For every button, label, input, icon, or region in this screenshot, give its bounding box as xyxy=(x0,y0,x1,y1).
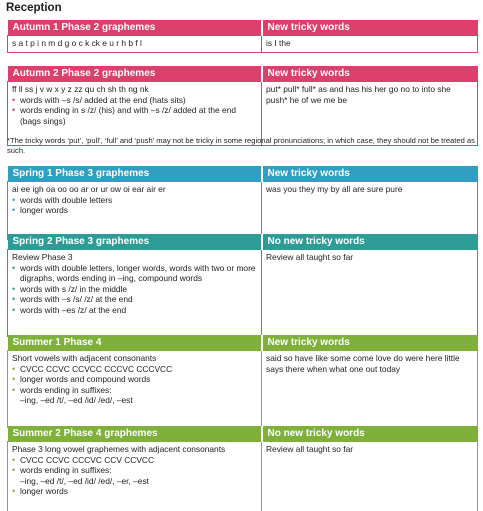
bullet-item: • words with s /z/ in the middle xyxy=(12,284,257,295)
tricky-words: said so have like some come love do were here little says there when what one out today xyxy=(266,353,460,374)
graphemes-cell xyxy=(8,36,262,53)
bullet-item: • words with –s /s/ added at the end (hats sits) xyxy=(12,95,257,106)
bullet-item: • words with double letters, longer words, words with two or more digraphs, words ending in –ing, compound words xyxy=(12,263,257,284)
suffix-list: –ing, –ed /t/, –ed /id/ /ed/, –est xyxy=(20,395,133,406)
tricky-words: Review all taught so far xyxy=(266,252,354,262)
tricky-heading: New tricky words xyxy=(262,20,478,36)
grapheme-heading: Spring 1 Phase 3 graphemes xyxy=(8,166,262,182)
bullet-item: • CVCC CCVC CCCVC CCV CCVCC xyxy=(12,455,257,466)
bullet-item: • words ending in suffixes: xyxy=(12,465,257,476)
graphemes-intro: Review Phase 3 xyxy=(12,252,73,262)
graphemes-cell xyxy=(8,182,262,240)
bullet-item: • words with –es /z/ at the end xyxy=(12,305,257,316)
graphemes-cell xyxy=(8,351,262,428)
footnote: *The tricky words ‘put’, ‘pull’, ‘full’ and ‘push’ may not be tricky in some regional pronunciations; in which case, they should not be treated as such. xyxy=(7,136,475,155)
tricky-words-cell xyxy=(262,442,478,511)
tricky-words-cell xyxy=(262,351,478,428)
graphemes-intro: Short vowels with adjacent consonants xyxy=(12,353,157,363)
tricky-words: put* pull* full* as and has his her go no to into she push* he of we me be xyxy=(266,84,451,105)
autumn-2-table xyxy=(7,66,478,146)
bullet-item: • longer words xyxy=(12,486,257,497)
graphemes-intro: ai ee igh oa oo oo ar or ur ow oi ear air er xyxy=(12,184,166,194)
bullet-item: • longer words xyxy=(12,205,257,216)
tricky-words-cell xyxy=(262,36,478,53)
bullet-item: • words ending in s /z/ (his) and with –s /z/ added at the end (bags sings) xyxy=(12,105,257,126)
graphemes-intro: Phase 3 long vowel graphemes with adjacent consonants xyxy=(12,444,226,454)
grapheme-heading: Summer 1 Phase 4 xyxy=(8,335,262,351)
tricky-words: Review all taught so far xyxy=(266,444,354,454)
graphemes-intro: ff ll ss j v w x y z zz qu ch sh th ng nk xyxy=(12,84,149,94)
spring-1-table xyxy=(7,166,478,240)
tricky-words: is I the xyxy=(266,38,291,48)
autumn-1-table xyxy=(7,20,478,53)
grapheme-heading: Spring 2 Phase 3 graphemes xyxy=(8,234,262,250)
tricky-heading: New tricky words xyxy=(262,66,478,82)
grapheme-heading: Summer 2 Phase 4 graphemes xyxy=(8,426,262,442)
tricky-words-cell xyxy=(262,250,478,337)
graphemes-line: s a t p i n m d g o c k ck e u r h b f l xyxy=(12,38,142,48)
tricky-heading: New tricky words xyxy=(262,335,478,351)
grapheme-heading: Autumn 2 Phase 2 graphemes xyxy=(8,66,262,82)
tricky-heading: New tricky words xyxy=(262,166,478,182)
bullet-item: • CVCC CCVC CCVCC CCCVC CCCVCC xyxy=(12,364,257,375)
bullet-item: • words with double letters xyxy=(12,195,257,206)
tricky-words: was you they my by all are sure pure xyxy=(266,184,403,194)
graphemes-cell xyxy=(8,250,262,337)
graphemes-cell xyxy=(8,442,262,511)
tricky-words-cell xyxy=(262,182,478,240)
bullet-item: • longer words and compound words xyxy=(12,374,257,385)
bullet-item: • words ending in suffixes: xyxy=(12,385,257,396)
summer-1-table xyxy=(7,335,478,428)
summer-2-table xyxy=(7,426,478,511)
tricky-heading: No new tricky words xyxy=(262,426,478,442)
suffix-list: –ing, –ed /t/, –ed /id/ /ed/, –er, –est xyxy=(20,475,149,486)
spring-2-table xyxy=(7,234,478,337)
tricky-heading: No new tricky words xyxy=(262,234,478,250)
grapheme-heading: Autumn 1 Phase 2 graphemes xyxy=(8,20,262,36)
bullet-item: • words with –s /s/ /z/ at the end xyxy=(12,294,257,305)
page-title: Reception xyxy=(6,2,62,14)
